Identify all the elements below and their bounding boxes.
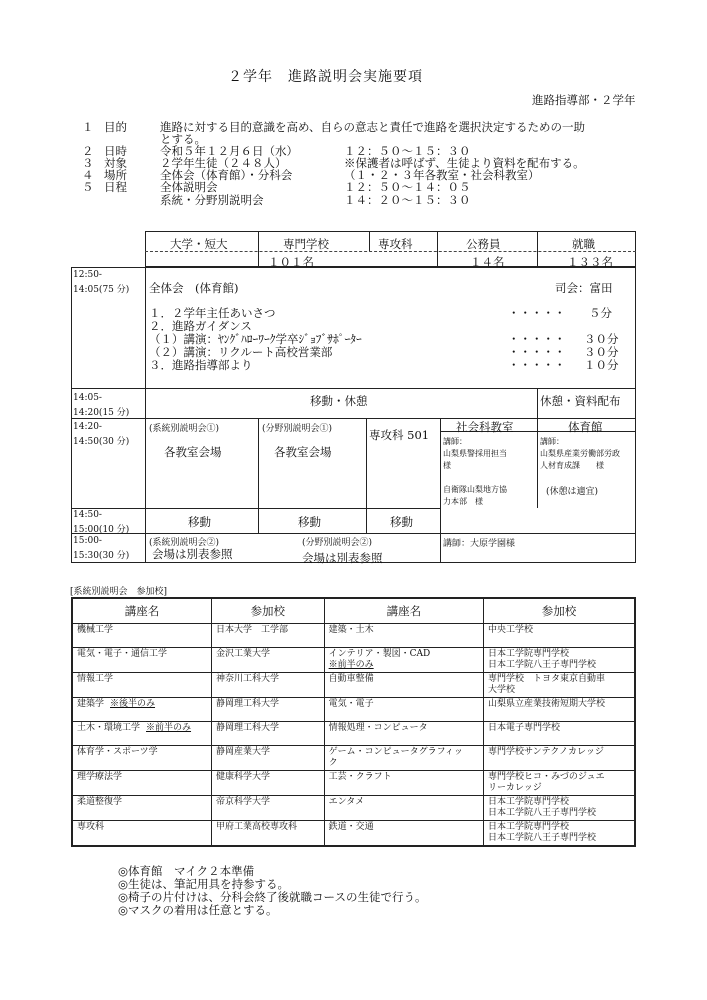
school-cell-right — [484, 722, 635, 746]
cell-text: 情報処理・コンピュータ — [328, 723, 428, 733]
cell-text: 土木・環境工学 — [77, 723, 141, 733]
cell-text: 日本工学院専門学校 — [488, 649, 570, 659]
cell-text: ゲーム・コンピュータグラフィッ — [328, 747, 463, 757]
course-cell-right — [324, 698, 483, 722]
col-job: 就職 — [572, 237, 595, 251]
school-cell-right — [484, 796, 635, 821]
social-lecturer-label: 講師： — [443, 437, 467, 446]
school-cell-left — [212, 722, 325, 746]
school-cell-left — [212, 796, 325, 821]
school-cell-left — [212, 648, 325, 673]
school-cell-left — [212, 673, 325, 698]
sched-item1: 全体説明会 — [160, 180, 218, 194]
slot5-field-label: (分野別説明会②) — [302, 538, 373, 548]
slot2-time-start: 14:05- — [73, 393, 102, 403]
target-note: ※保護者は呼ばず、生徒より資料を配布する。 — [344, 156, 585, 170]
course-cell-left — [72, 722, 212, 746]
cell-text: 電気・電子・通信工学 — [77, 649, 168, 659]
slot3-time-end: 14:50(30 分) — [73, 437, 130, 447]
slot4-move-senko: 移動 — [390, 515, 413, 529]
target-value: ２学年生徒（２４８人） — [160, 156, 287, 170]
school-cell-right — [484, 771, 635, 796]
cell-text: 神奈川工科大学 — [216, 674, 280, 684]
sched-time2: １４：２０～１５：３０ — [344, 193, 471, 207]
cell-text: 建築・土木 — [328, 625, 374, 635]
purpose-line2: とする。 — [160, 132, 206, 146]
course-cell-right — [324, 722, 483, 746]
program-item-2: ２．進路ガイダンス — [149, 319, 252, 333]
department: 進路指導部・２学年 — [532, 93, 636, 107]
cell-text: 帝京科学大学 — [216, 797, 271, 807]
cell-text: 工芸・クラフト — [328, 772, 392, 782]
cell-text: 日本工学院専門学校 — [488, 822, 570, 832]
sched-label: 日程 — [104, 180, 127, 194]
program-min-4: ３０分 — [584, 345, 619, 359]
table-row — [72, 796, 635, 821]
participants-caption: [系統別説明会 参加校] — [70, 587, 168, 597]
course-cell-right — [324, 648, 483, 673]
slot5-time-end: 15:30(30 分) — [73, 551, 130, 561]
cell-text: 日本工学院専門学校 — [488, 797, 570, 807]
col-vocational: 専門学校 — [283, 237, 329, 251]
gym: 体育館 — [568, 420, 603, 434]
slot4-time-end: 15:00(10 分) — [73, 525, 130, 535]
cell-text: 柔道整復学 — [77, 797, 123, 807]
page-title: ２学年 進路説明会実施要項 — [228, 69, 423, 85]
slot1-time-start: 12:50- — [73, 270, 102, 280]
slot4-time-start: 14:50- — [73, 510, 102, 520]
school-cell-right — [484, 698, 635, 722]
social-lecturer-1: 山梨県警採用担当 — [443, 449, 507, 458]
cell-text: 専門学校ヒコ・みづのジュエ — [488, 772, 605, 782]
col-senko: 専攻科 — [378, 237, 413, 251]
table-row — [72, 722, 635, 746]
table-row — [72, 771, 635, 796]
cell-text: 体育学・スポーツ学 — [77, 747, 158, 757]
slot3-sys-label: (系統別説明会①) — [149, 424, 220, 434]
course-cell-right — [324, 624, 483, 648]
cell-text: 健康科学大学 — [216, 772, 271, 782]
course-cell-right — [324, 796, 483, 821]
course-cell-right — [324, 771, 483, 796]
gym-lecturer-label: 講師： — [540, 437, 564, 446]
slot4-move-field: 移動 — [298, 515, 321, 529]
cell-text: インテリア・製図・CAD — [328, 649, 431, 659]
cell-text: 静岡産業大学 — [216, 747, 271, 757]
cell-subtext: ※前半のみ — [146, 723, 192, 733]
head-course-1: 講座名 — [72, 598, 212, 624]
course-cell-left — [72, 698, 212, 722]
note-3: ◎椅子の片付けは、分科会終了後就職コースの生徒で行う。 — [118, 890, 427, 904]
cell-subtext: ※後半のみ — [110, 699, 156, 709]
course-cell-left — [72, 796, 212, 821]
social-room: 社会科教室 — [456, 420, 514, 434]
slot3-time-start: 14:20- — [73, 422, 102, 432]
cell-text: 自動車整備 — [328, 674, 374, 684]
date-time: １２：５０～１５：３０ — [344, 144, 471, 158]
program-item-4: （２）講演：リクルート高校営業部 — [149, 345, 333, 359]
cell-text: 専門学校サンテクノカレッジ — [488, 747, 604, 757]
cell-text: 情報工学 — [77, 674, 114, 684]
gym-lecturer-1: 山梨県産業労働部労政 — [540, 449, 620, 458]
cell-subtext: 大学校 — [488, 685, 516, 695]
course-cell-left — [72, 673, 212, 698]
target-label: 対象 — [104, 156, 127, 170]
course-cell-left — [72, 624, 212, 648]
table-row — [72, 673, 635, 698]
cell-text: 甲府工業高校専攻科 — [216, 822, 298, 832]
slot2-move: 移動・休憩 — [310, 394, 368, 408]
place-num: ４ — [82, 168, 94, 182]
course-cell-right — [324, 746, 483, 771]
count-public: １４名 — [470, 255, 505, 269]
course-cell-left — [72, 821, 212, 847]
school-cell-right — [484, 673, 635, 698]
school-cell-left — [212, 698, 325, 722]
table-row — [72, 698, 635, 722]
school-cell-right — [484, 821, 635, 847]
place-value: 全体会（体育館）・分科会 — [160, 168, 293, 182]
slot5-field-place: 会場は別表参照 — [302, 551, 383, 565]
purpose-line1: 進路に対する目的意識を高め、自らの意志と責任で進路を選択決定するための一助 — [160, 120, 586, 134]
social-lecturer-2b: 力本部 様 — [443, 497, 483, 506]
program-item-1: １．２学年主任あいさつ — [149, 306, 276, 320]
head-school-2: 参加校 — [484, 598, 635, 624]
slot3-field-label: (分野別説明会①) — [262, 424, 333, 434]
school-cell-right — [484, 746, 635, 771]
table-row — [72, 648, 635, 673]
sched-num: ５ — [82, 180, 94, 194]
gym-note: (休憩は適宜) — [546, 487, 599, 497]
social-lecturer-1b: 様 — [443, 461, 451, 470]
cell-text: 中央工学校 — [488, 625, 534, 635]
cell-text: 日本大学 工学部 — [216, 625, 289, 635]
table-row — [72, 746, 635, 771]
school-cell-left — [212, 821, 325, 847]
course-cell-left — [72, 771, 212, 796]
program-dots-1: ・・・・・ — [508, 306, 566, 320]
course-cell-right — [324, 821, 483, 847]
course-cell-right — [324, 673, 483, 698]
date-num: ２ — [82, 144, 94, 158]
table-row — [72, 821, 635, 847]
target-num: ３ — [82, 156, 94, 170]
note-1: ◎体育館 マイク２本準備 — [118, 864, 255, 878]
head-course-2: 講座名 — [324, 598, 483, 624]
purpose-num: １ — [82, 120, 94, 134]
place-label: 場所 — [104, 168, 127, 182]
cell-text: 電気・電子 — [328, 699, 374, 709]
sched-item2: 系統・分野別説明会 — [160, 193, 264, 207]
slot3-sys-place: 各教室会場 — [164, 445, 222, 459]
slot1-mc: 司会：富田 — [555, 281, 613, 295]
cell-subtext: 日本工学院八王子専門学校 — [488, 808, 597, 818]
slot3-field-place: 各教室会場 — [274, 445, 332, 459]
program-dots-5: ・・・・・ — [508, 358, 566, 372]
program-min-1: ５分 — [589, 306, 612, 320]
cell-text: 日本電子専門学校 — [488, 723, 561, 733]
cell-text: エンタメ — [328, 797, 365, 807]
slot1-time-end: 14:05(75 分) — [73, 285, 130, 295]
slot1-title: 全体会 (体育館) — [149, 281, 239, 295]
note-4: ◎マスクの着用は任意とする。 — [118, 903, 278, 917]
program-item-3: （１）講演：ﾔﾝｸﾞﾊﾛｰﾜｰｸ学卒ｼﾞｮﾌﾞｻﾎﾟｰﾀｰ — [149, 332, 362, 346]
date-value: 令和５年１２月６日（水） — [160, 144, 298, 158]
col-public: 公務員 — [466, 237, 501, 251]
slot5-time-start: 15:00- — [73, 536, 102, 546]
table-row — [72, 624, 635, 648]
sched-time1: １２：５０～１４：０５ — [344, 180, 471, 194]
program-dots-3: ・・・・・ — [508, 332, 566, 346]
cell-text: 理学療法学 — [77, 772, 123, 782]
gym-lecturer-1b: 人材育成課 様 — [540, 461, 604, 470]
cell-subtext: リーカレッジ — [488, 783, 542, 793]
cell-subtext: ク — [328, 758, 338, 768]
social-lecturer-2: 自衛隊山梨地方協 — [443, 485, 507, 494]
slot3-senko: 専攻科 501 — [369, 428, 430, 442]
cell-text: 静岡理工科大学 — [216, 723, 280, 733]
school-cell-left — [212, 624, 325, 648]
program-min-5: １０分 — [584, 358, 619, 372]
cell-subtext: 日本工学院八王子専門学校 — [488, 660, 597, 670]
cell-text: 山梨県立産業技術短期大学校 — [488, 699, 606, 709]
head-school-1: 参加校 — [212, 598, 325, 624]
school-cell-right — [484, 648, 635, 673]
slot5-lecturer: 講師：大原学園様 — [443, 539, 516, 549]
cell-subtext: 日本工学院八王子専門学校 — [488, 833, 597, 843]
school-cell-right — [484, 624, 635, 648]
slot4-move-sys: 移動 — [188, 515, 211, 529]
course-cell-left — [72, 648, 212, 673]
purpose-label: 目的 — [104, 120, 127, 134]
cell-text: 建築学 — [77, 699, 105, 709]
col-univ: 大学・短大 — [170, 237, 228, 251]
place-note: （１・２・３年各教室・社会科教室） — [344, 168, 540, 182]
note-2: ◎生徒は、筆記用具を持参する。 — [118, 877, 290, 891]
cell-text: 専攻科 — [77, 822, 105, 832]
cell-text: 専門学校 トヨタ東京自動車 — [488, 674, 606, 684]
participants-table — [71, 597, 636, 847]
slot2-time-end: 14:20(15 分) — [73, 408, 130, 418]
cell-text: 鉄道・交通 — [328, 822, 374, 832]
program-dots-4: ・・・・・ — [508, 345, 566, 359]
cell-text: 機械工学 — [77, 625, 114, 635]
program-min-3: ３０分 — [584, 332, 619, 346]
school-cell-left — [212, 746, 325, 771]
slot5-sys-place: 会場は別表参照 — [152, 547, 233, 561]
course-cell-left — [72, 746, 212, 771]
program-item-5: ３．進路指導部より — [149, 358, 253, 372]
cell-text: 静岡理工科大学 — [216, 699, 280, 709]
slot2-break: 休憩・資料配布 — [540, 394, 621, 408]
count-job: １３３名 — [567, 255, 613, 269]
slot5-sys-label: (系統別説明会②) — [149, 538, 220, 548]
date-label: 日時 — [104, 144, 127, 158]
cell-text: 金沢工業大学 — [216, 649, 271, 659]
count-univ-vocational: １０１名 — [268, 255, 314, 269]
cell-subtext: ※前半のみ — [328, 660, 374, 670]
school-cell-left — [212, 771, 325, 796]
